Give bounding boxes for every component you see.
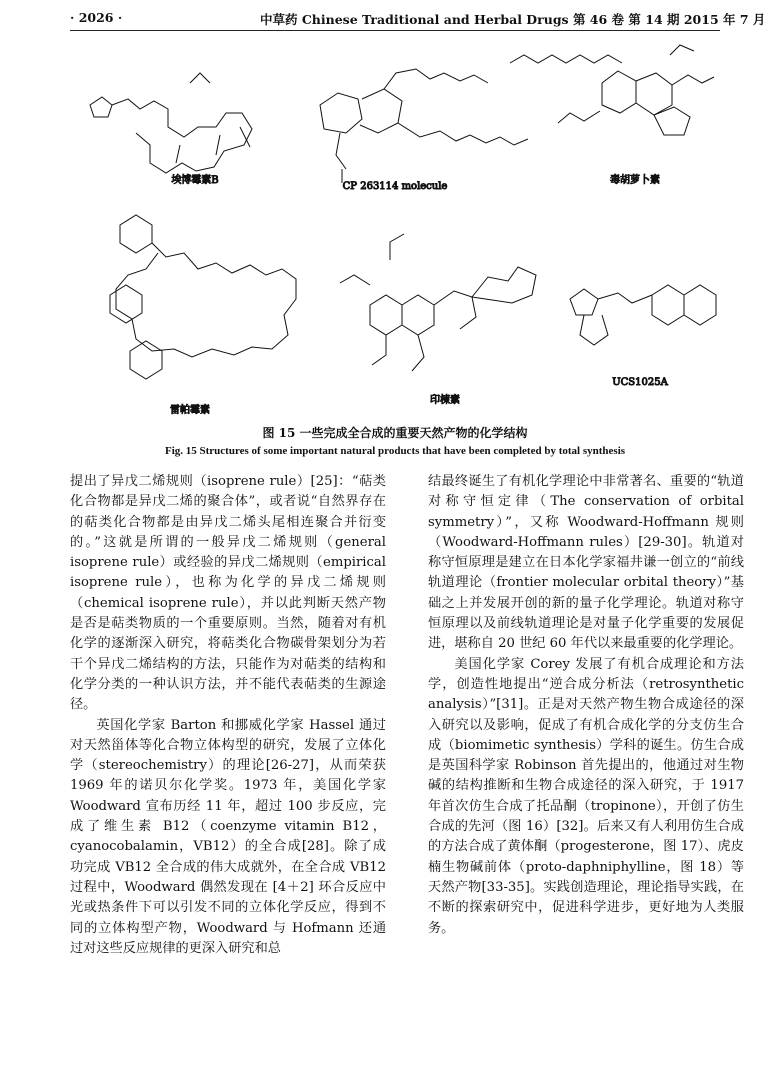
right-paragraph-1: 结最终诞生了有机化学理论中非常著名、重要的“轨道对称守恒定律（The conservation of orbital symmetry）”，又称 Woodward-Hoffmann 规则（Woodward-Hoffmann rules）[29-30]。轨道对称守恒原理是建立在日本化学家福井谦一创立的“前线轨道理论（frontier molecular orbital theory）”基础之上并发展开创的新的量子化学理论。轨道对称守恒原理以及前线轨道理论是对量子化学重要的发展促进，堪称自 20 世纪 60 年代以来最重要的化学理论。 <box>428 474 744 652</box>
figure-caption-en: Fig. 15 Structures of some important natural products that have been completed by total synthesis <box>164 445 626 457</box>
epothilone-structure <box>90 73 252 173</box>
journal-title: 中草药 Chinese Traditional and Herbal Drugs 第 46 卷 第 14 期 2015 年 7 月 <box>260 12 766 27</box>
figure-15 <box>70 35 720 445</box>
page-number: · 2026 · <box>70 10 123 25</box>
ucs1025a-structure <box>570 285 716 345</box>
header-rule <box>70 30 720 31</box>
left-paragraph-2: 英国化学家 Barton 和挪威化学家 Hassel 通过对天然甾体等化合物立体构型的研究，发展了立体化学（stereochemistry）的理论[26-27]，从而荣获 1969 年的诺贝尔化学奖。1973 年，美国化学家 Woodward 宣布历经 11 年，超过 100 步反应，完成了维生素 B12（coenzyme vitamin B12，cyanocobalamin，VB12）的全合成[28]。除了成功完成 VB12 全合成的伟大成就外，在全合成 VB12 过程中，Woodward 偶然发现在 [4＋2] 环合反应中光或热条件下可以引发不同的立体化学反应，得到不同的立体构型产物，Woodward 与 Hofmann 还通过对这些反应规律的更深入研究和总 <box>70 717 386 956</box>
right-column <box>428 472 744 939</box>
figure-caption-cn: 图 15 一些完成全合成的重要天然产物的化学结构 <box>262 426 528 440</box>
azadirachtin-structure <box>340 234 536 371</box>
label-azadirachtin: 印楝素 <box>430 395 460 406</box>
cp263114-structure <box>320 69 528 183</box>
rapamycin-structure <box>110 215 296 379</box>
page-header <box>70 10 766 28</box>
label-ucs1025a: UCS1025A <box>612 377 668 388</box>
left-paragraph-1: 提出了异戊二烯规则（isoprene rule）[25]：“萜类化合物都是异戊二烯的聚合体”，或者说“自然界存在的萜类化合物都是由异戊二烯头尾相连聚合并衍变的。”这就是所谓的一般异戊二烯规则（general isoprene rule）或经验的异戊二烯规则（empirical isoprene rule），也称为化学的异戊二烯规则（chemical isoprene rule），并以此判断天然产物是否是萜类物质的一个重要原则。当然，随着对有机化学的逐渐深入研究，将萜类化合物碳骨架划分为若干个异戊二烯结构的方法，只能作为对萜类的结构和化学分类的一种认识方法，并不能代表萜类的生源途径。 <box>70 474 386 713</box>
left-column <box>70 472 386 959</box>
label-cp263114: CP 263114 molecule <box>342 181 448 192</box>
label-rapamycin: 雷帕霉素 <box>170 405 210 416</box>
label-thapsigargin: 毒胡萝卜素 <box>610 175 660 186</box>
structures-figure <box>70 35 720 445</box>
label-epothilone: 埃博霉素B <box>171 175 219 186</box>
thapsigargin-structure <box>510 45 714 135</box>
right-paragraph-2: 美国化学家 Corey 发展了有机合成理论和方法学，创造性地提出“逆合成分析法（retrosynthetic analysis）”[31]。正是对天然产物生物合成途径的深入研究以及影响，促成了有机合成化学的分支仿生合成（biomimetic synthesis）学科的诞生。仿生合成是英国科学家 Robinson 首先提出的，他通过对生物碱的结构推断和生物合成途径的深入研究，于 1917 年首次仿生合成了托品酮（tropinone），开创了仿生合成的先河（图 16）[32]。后来又有人利用仿生合成的方法合成了黄体酮（progesterone，图 17）、虎皮楠生物碱前体（proto-daphniphylline，图 18）等天然产物[33-35]。实践创造理论，理论指导实践，在不断的探索研究中，促进科学进步，更好地为人类服务。 <box>428 656 744 936</box>
